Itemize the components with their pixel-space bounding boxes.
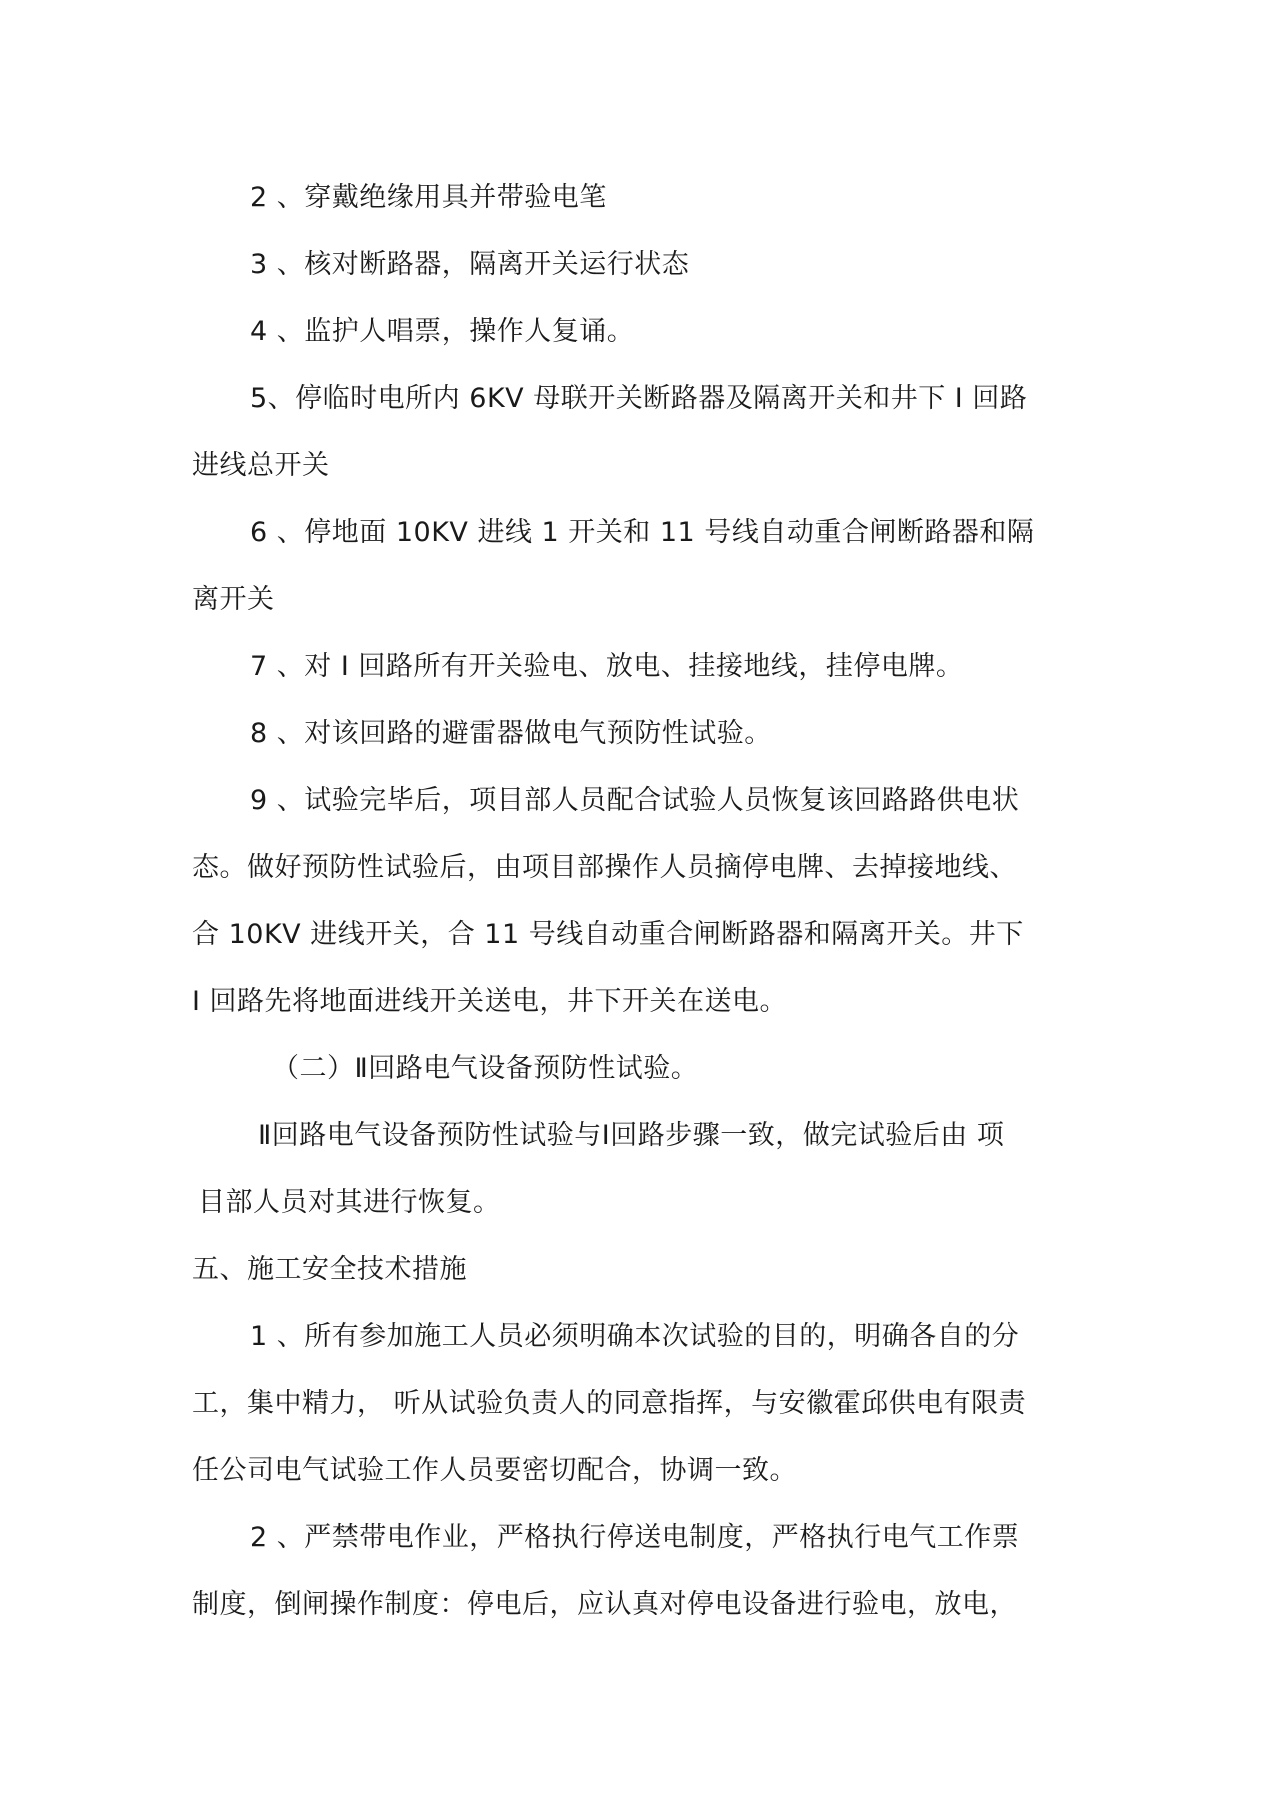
text-line: 进线总开关 [192,450,330,481]
text-line: 4 、监护人唱票，操作人复诵。 [250,316,635,347]
text-line: 2 、穿戴绝缘用具并带验电笔 [250,182,607,213]
text-line: 6 、停地面 10KV 进线 1 开关和 11 号线自动重合闸断路器和隔 [250,517,1035,548]
text-line: Ⅱ回路电气设备预防性试验与Ⅰ回路步骤一致，做完试验后由 项 [258,1120,1005,1151]
text-line: 任公司电气试验工作人员要密切配合，协调一致。 [192,1455,797,1486]
text-line: 7 、对 Ⅰ 回路所有开关验电、放电、挂接地线，挂停电牌。 [250,651,964,682]
text-line: 制度，倒闸操作制度：停电后，应认真对停电设备进行验电，放电， [192,1589,1017,1620]
text-line: 9 、试验完毕后，项目部人员配合试验人员恢复该回路路供电状 [250,785,1020,816]
text-line: 3 、核对断路器，隔离开关运行状态 [250,249,690,280]
text-line: 态。做好预防性试验后，由项目部操作人员摘停电牌、去掉接地线、 [192,852,1017,883]
text-line: Ⅰ 回路先将地面进线开关送电，井下开关在送电。 [192,986,788,1017]
text-line: 1 、所有参加施工人员必须明确本次试验的目的，明确各自的分 [250,1321,1020,1352]
text-line: 5、停临时电所内 6KV 母联开关断路器及隔离开关和井下 Ⅰ 回路 [250,383,1028,414]
text-line: 合 10KV 进线开关，合 11 号线自动重合闸断路器和隔离开关。井下 [192,919,1024,950]
text-line: 离开关 [192,584,275,615]
text-line: 2 、严禁带电作业，严格执行停送电制度，严格执行电气工作票 [250,1522,1020,1553]
text-line: 工，集中精力， 听从试验负责人的同意指挥，与安徽霍邱供电有限责 [192,1388,1027,1419]
text-line: 目部人员对其进行恢复。 [198,1187,501,1218]
section-subheading: （二）Ⅱ回路电气设备预防性试验。 [272,1053,699,1084]
section-heading: 五、施工安全技术措施 [192,1254,467,1285]
text-line: 8 、对该回路的避雷器做电气预防性试验。 [250,718,772,749]
